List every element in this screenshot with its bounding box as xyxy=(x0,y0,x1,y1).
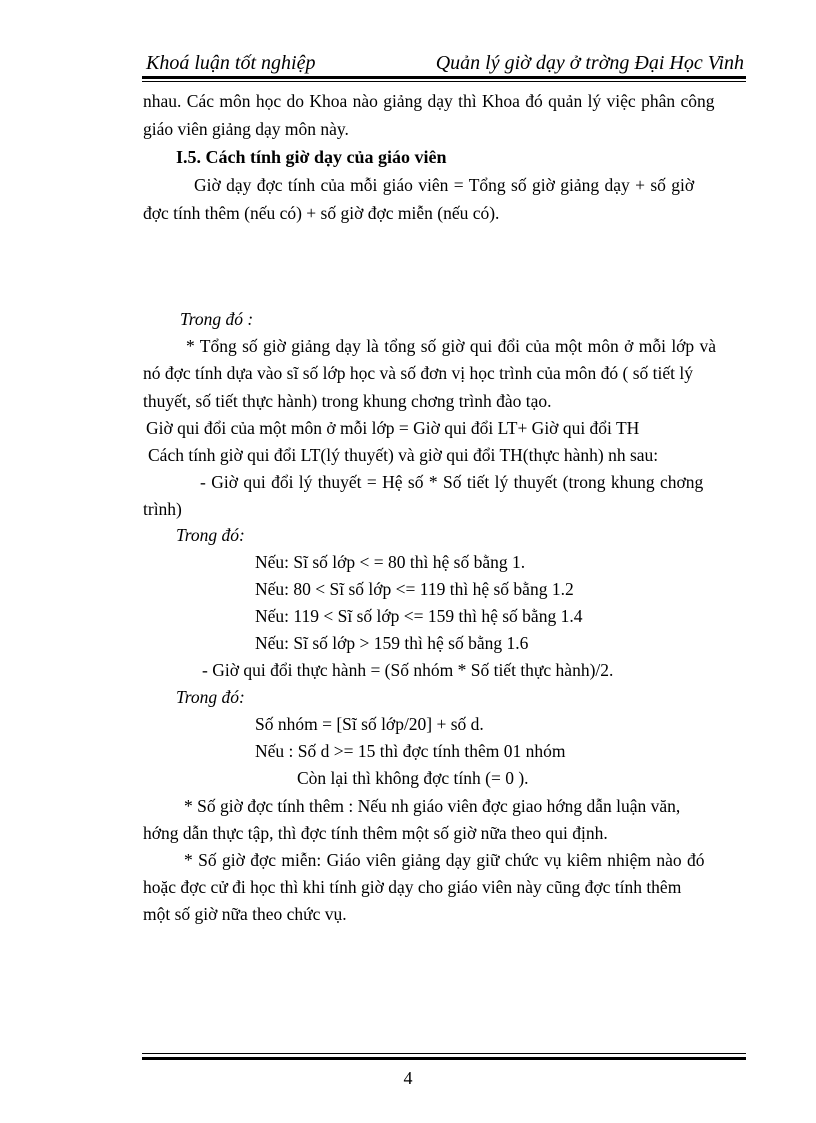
text-line: Giờ dạy đợc tính của mỗi giáo viên = Tổng số giờ giảng dạy + số giờ xyxy=(194,175,695,195)
text-line: giáo viên giảng dạy môn này. xyxy=(143,119,349,139)
text-line: một số giờ nữa theo chức vụ. xyxy=(143,904,347,924)
text-line: Nếu: Sĩ số lớp > 159 thì hệ số bằng 1.6 xyxy=(255,633,529,653)
text-line: Trong đó : xyxy=(180,309,254,329)
text-line: Nếu: Sĩ số lớp < = 80 thì hệ số bằng 1. xyxy=(255,552,526,572)
section-heading: I.5. Cách tính giờ dạy của giáo viên xyxy=(176,147,447,167)
text-line: - Giờ qui đổi thực hành = (Số nhóm * Số tiết thực hành)/2. xyxy=(202,660,614,680)
text-line: Nếu : Số d >= 15 thì đợc tính thêm 01 nhóm xyxy=(255,741,566,761)
page-number: 4 xyxy=(403,1068,413,1088)
text-line: Trong đó: xyxy=(176,687,245,707)
text-line: Số nhóm = [Sĩ số lớp/20] + số d. xyxy=(255,714,484,734)
header-rule xyxy=(142,76,746,79)
header-rule-thin xyxy=(142,81,746,82)
text-line: thuyết, số tiết thực hành) trong khung chơng trình đào tạo. xyxy=(143,391,552,411)
text-line: Trong đó: xyxy=(176,525,245,545)
text-line: hớng dẫn thực tập, thì đợc tính thêm một số giờ nữa theo qui định. xyxy=(143,823,608,843)
text-line: * Số giờ đợc tính thêm : Nếu nh giáo viên đợc giao hớng dẫn luận văn, xyxy=(184,796,681,816)
text-line: Giờ qui đổi của một môn ở mỗi lớp = Giờ qui đổi LT+ Giờ qui đổi TH xyxy=(146,418,640,438)
text-line: Còn lại thì không đợc tính (= 0 ). xyxy=(297,768,529,788)
text-line: Cách tính giờ qui đổi LT(lý thuyết) và giờ qui đổi TH(thực hành) nh sau: xyxy=(148,445,659,465)
header-left: Khoá luận tốt nghiệp xyxy=(146,52,316,74)
header-right: Quản lý giờ dạy ở trờng Đại Học Vinh xyxy=(435,52,744,74)
text-line: Nếu: 119 < Sĩ số lớp <= 159 thì hệ số bằng 1.4 xyxy=(255,606,583,626)
text-line: nhau. Các môn học do Khoa nào giảng dạy thì Khoa đó quản lý việc phân công xyxy=(143,91,715,111)
text-line: * Tổng số giờ giảng dạy là tổng số giờ qui đổi của một môn ở mỗi lớp và xyxy=(186,336,717,356)
text-line: đợc tính thêm (nếu có) + số giờ đợc miễn (nếu có). xyxy=(143,203,500,223)
text-line: hoặc đợc cử đi học thì khi tính giờ dạy cho giáo viên này cũng đợc tính thêm xyxy=(143,877,682,897)
text-line: Nếu: 80 < Sĩ số lớp <= 119 thì hệ số bằng 1.2 xyxy=(255,579,574,599)
footer-rule xyxy=(142,1057,746,1060)
text-line: - Giờ qui đổi lý thuyết = Hệ số * Số tiết lý thuyết (trong khung chơng xyxy=(200,472,704,492)
text-line: * Số giờ đợc miễn: Giáo viên giảng dạy giữ chức vụ kiêm nhiệm nào đó xyxy=(184,850,705,870)
text-line: nó đợc tính dựa vào sĩ số lớp học và số đơn vị học trình của môn đó ( số tiết lý xyxy=(143,363,694,383)
footer-rule-thin xyxy=(142,1053,746,1054)
text-line: trình) xyxy=(143,499,182,519)
